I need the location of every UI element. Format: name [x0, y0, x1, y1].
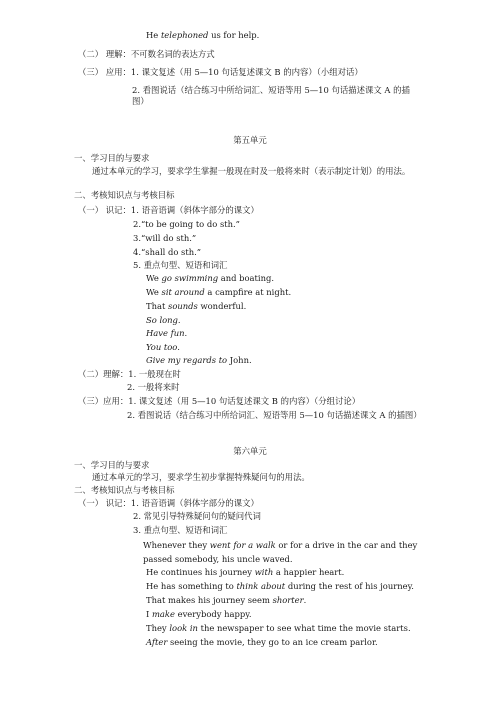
- u6-memo-1: （一） 识记：1. 语音语调（斜体字部分的课文）: [78, 498, 259, 508]
- u5-title: 第五单元: [233, 135, 267, 145]
- u6-memo-2: 2. 常见引导特殊疑问句的疑问代词: [133, 511, 261, 521]
- u5-memo-3: 3.“will do sth.”: [133, 233, 197, 243]
- u5-example-2: We sit around a campfire at night.: [146, 287, 292, 297]
- u5-goal-text: 通过本单元的学习，要求学生掌握一般现在时及一般将来时（表示制定计划）的用法。: [92, 166, 411, 176]
- u4-application-2: 2. 看图说话（结合练习中所给词汇、短语等用 5—10 句话描述课文 A 的插图）: [132, 85, 410, 106]
- u5-knowledge-heading: 二、考核知识点与考核目标: [74, 190, 175, 200]
- italic-phrase: make: [151, 609, 175, 619]
- italic-phrase: sounds: [168, 301, 198, 311]
- u4-understanding: （二） 理解：不可数名词的表达方式: [78, 49, 215, 59]
- italic-phrase: telephoned: [160, 30, 209, 40]
- u6-title: 第六单元: [233, 446, 267, 456]
- italic-phrase: went for a walk: [209, 540, 276, 550]
- u6-goal-heading: 一、学习目的与要求: [74, 460, 150, 470]
- u6-example-6: They look in the newspaper to see what time the movie starts.: [146, 623, 411, 633]
- u5-application-2: 2. 看图说话（结合练习中所给词汇、短语等用 5—10 句话描述课文 A 的插图）: [127, 410, 422, 420]
- u5-memo-2: 2.“to be going to do sth.”: [133, 219, 240, 229]
- u5-example-7: Give my regards to John.: [146, 355, 252, 365]
- u6-goal-text: 通过本单元的学习，要求学生初步掌握特殊疑问句的用法。: [92, 472, 310, 482]
- u6-example-2: He continues his journey with a happier heart.: [146, 567, 345, 577]
- italic-phrase: go swimming: [161, 273, 219, 283]
- u5-understanding-1: （二）理解：1. 一般现在时: [78, 369, 181, 379]
- u5-example-3: That sounds wonderful.: [146, 301, 247, 311]
- u6-example-4: That makes his journey seem shorter.: [146, 595, 307, 605]
- u5-understanding-2: 2. 一般将来时: [127, 382, 180, 392]
- u6-memo-3: 3. 重点句型、短语和词汇: [133, 525, 228, 535]
- u5-example-4: So long.: [146, 315, 181, 325]
- u5-memo-5: 5. 重点句型、短语和词汇: [133, 260, 228, 270]
- u6-example-5: I make everybody happy.: [146, 609, 252, 619]
- u5-memo-4: 4.“shall do sth.”: [133, 247, 202, 257]
- italic-phrase: think about: [236, 581, 286, 591]
- u5-memo-1: （一） 识记：1. 语音语调（斜体字部分的课文）: [78, 205, 259, 215]
- u5-example-1: We go swimming and boating.: [146, 273, 275, 283]
- italic-phrase: look in: [169, 623, 198, 633]
- u5-application-1: （三）应用：1. 课文复述（用 5—10 句话复述课文 B 的内容）（分组讨论）: [78, 396, 361, 406]
- italic-phrase: shorter: [272, 595, 304, 605]
- u5-example-5: Have fun.: [146, 328, 188, 338]
- u6-example-1: Whenever they went for a walk or for a drive in the car and they passed somebody, his uncle waved.: [143, 540, 418, 564]
- italic-phrase: Give my regards to: [146, 355, 228, 365]
- u5-goal-heading: 一、学习目的与要求: [74, 153, 150, 163]
- u4-application-1: （三） 应用：1. 课文复述（用 5—10 句话复述课文 B 的内容）（小组对话）: [78, 67, 363, 77]
- u6-example-3: He has something to think about during the rest of his journey.: [146, 581, 414, 591]
- u6-knowledge-heading: 二、考核知识点与考核目标: [74, 485, 175, 495]
- u6-example-7: After seeing the movie, they go to an ice cream parlor.: [146, 637, 378, 647]
- italic-phrase: sit around: [161, 287, 205, 297]
- italic-phrase: After: [146, 637, 168, 647]
- italic-phrase: with: [254, 567, 274, 577]
- u4-example-sentence: He telephoned us for help.: [146, 30, 260, 40]
- u5-example-6: You too.: [146, 342, 180, 352]
